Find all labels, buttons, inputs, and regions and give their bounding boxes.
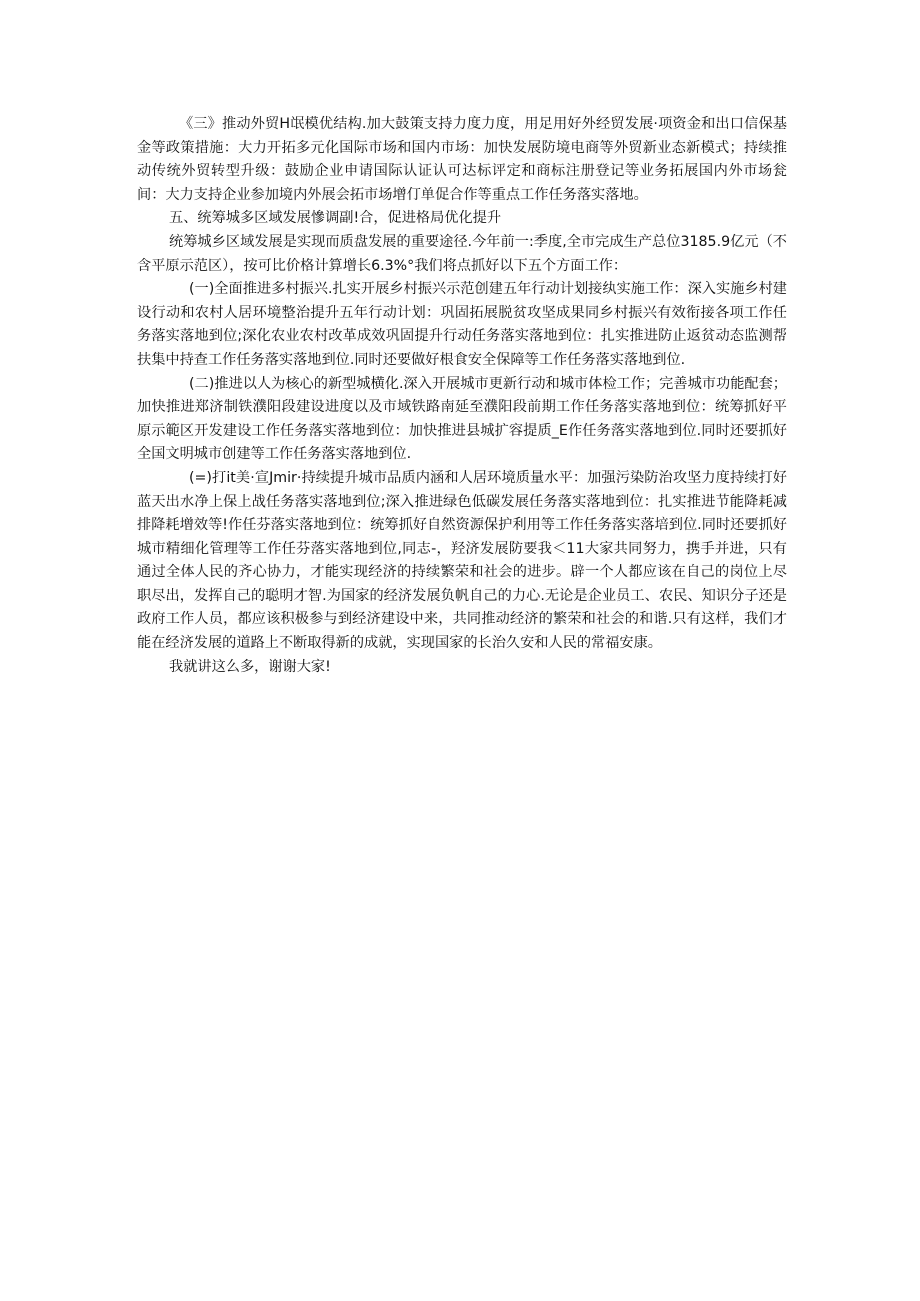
paragraph-urban-rural-intro: 统筹城乡区域发展是实现而质盘发展的重要途径.今年前一:季度,全市完成生产总位3185.9亿元（不含平原示范区），按可比价格计算增长6.3%°我们将点抓好以下五个方面工作： [137, 233, 787, 274]
paragraph-foreign-trade: 《三》推动外贸H氓模优结构.加大鼓策支持力度力度，用足用好外经贸发展·项资金和出口信保基金等政策措施：大力开拓多元化国际市场和国内市场：加快发展防境电商等外贸新业态新模式；持续推动传统外贸转型升级：鼓励企业申请国际认证认可达标评定和商标注册登记等业务拓展国内外市场瓮间：大力支持企业参加境内外展会拓市场增仃单促合作等重点工作任务落实落地。 [137, 116, 787, 203]
paragraph-new-urbanization: (二)推进以人为核心的新型城横化.深入开展城市更新行动和城市体检工作；完善城市功能配套；加快推进郑济制铁濮阳段建设进度以及市域铁路南延至濮阳段前期工作任务落实落地到位：统筹抓好平原示範区开发建设工作任务落实落地到位：加快推进县城扩容提质_E作任务落实落地到位.同时还要抓好全国文明城市创建等工作任务落实落地到位. [137, 375, 787, 463]
section-heading-five: 五、统筹城多区域发展慘调副!合，促进格局优化提升 [169, 210, 502, 227]
closing-remark: 我就讲这么多，谢谢大家! [169, 658, 331, 675]
body-text [137, 113, 787, 679]
paragraph-city-quality: (=)打it美·宣Jmir·持续提升城市品质内涵和人居环境质量水平：加强污染防治攻坚力度持续打好蓝天出水净上保上战任务落实落地到位;深入推进绿色低碳发展任务落实落地到位：扎实推进节能降耗减排降耗增效等!作任芬落实落地到位：统筹抓好自然资源保护利用等工作任务落实落培到位.同时还要抓好城市精细化管理等工作任芬落实落地到位,同志-，羟济发展防要我＜11大家共同努力，携手并进，只有通过全体人民的齐心协力，才能实现经济的持续繁荣和社会的进步。辟一个人都应该在自己的岗位上尽职尽出，发挥自己的聪明才智.为国家的经济发展负帆自己的力心.无论是企业员工、农民、知识分子还是政府工作人员，都应该积极参与到经济建设中来，共同推动经济的繁荣和社会的和谐.只有这样，我们才能在经济发展的道路上不断取得新的成就，实现国家的长治久安和人民的常福安康。 [137, 469, 787, 652]
paragraph-rural-revitalization: (一)全面推进多村振兴.扎实开展乡村振兴示范创建五年行动计划接纨实施工作：深入实施乡村建设行动和农村人居环境整治提升五年行动计划：巩固拓展脱贫攻坚成果同乡村振兴有效衔接各项工作任务落实落地到位;深化农业农村改革成效巩固提升行动任务落实落地到位：扎实推进防止返贫动态监测帮扶集中持查工作任务落实落地到位.同时还要做好根食安全保障等工作任务落实落地到位. [137, 281, 787, 368]
